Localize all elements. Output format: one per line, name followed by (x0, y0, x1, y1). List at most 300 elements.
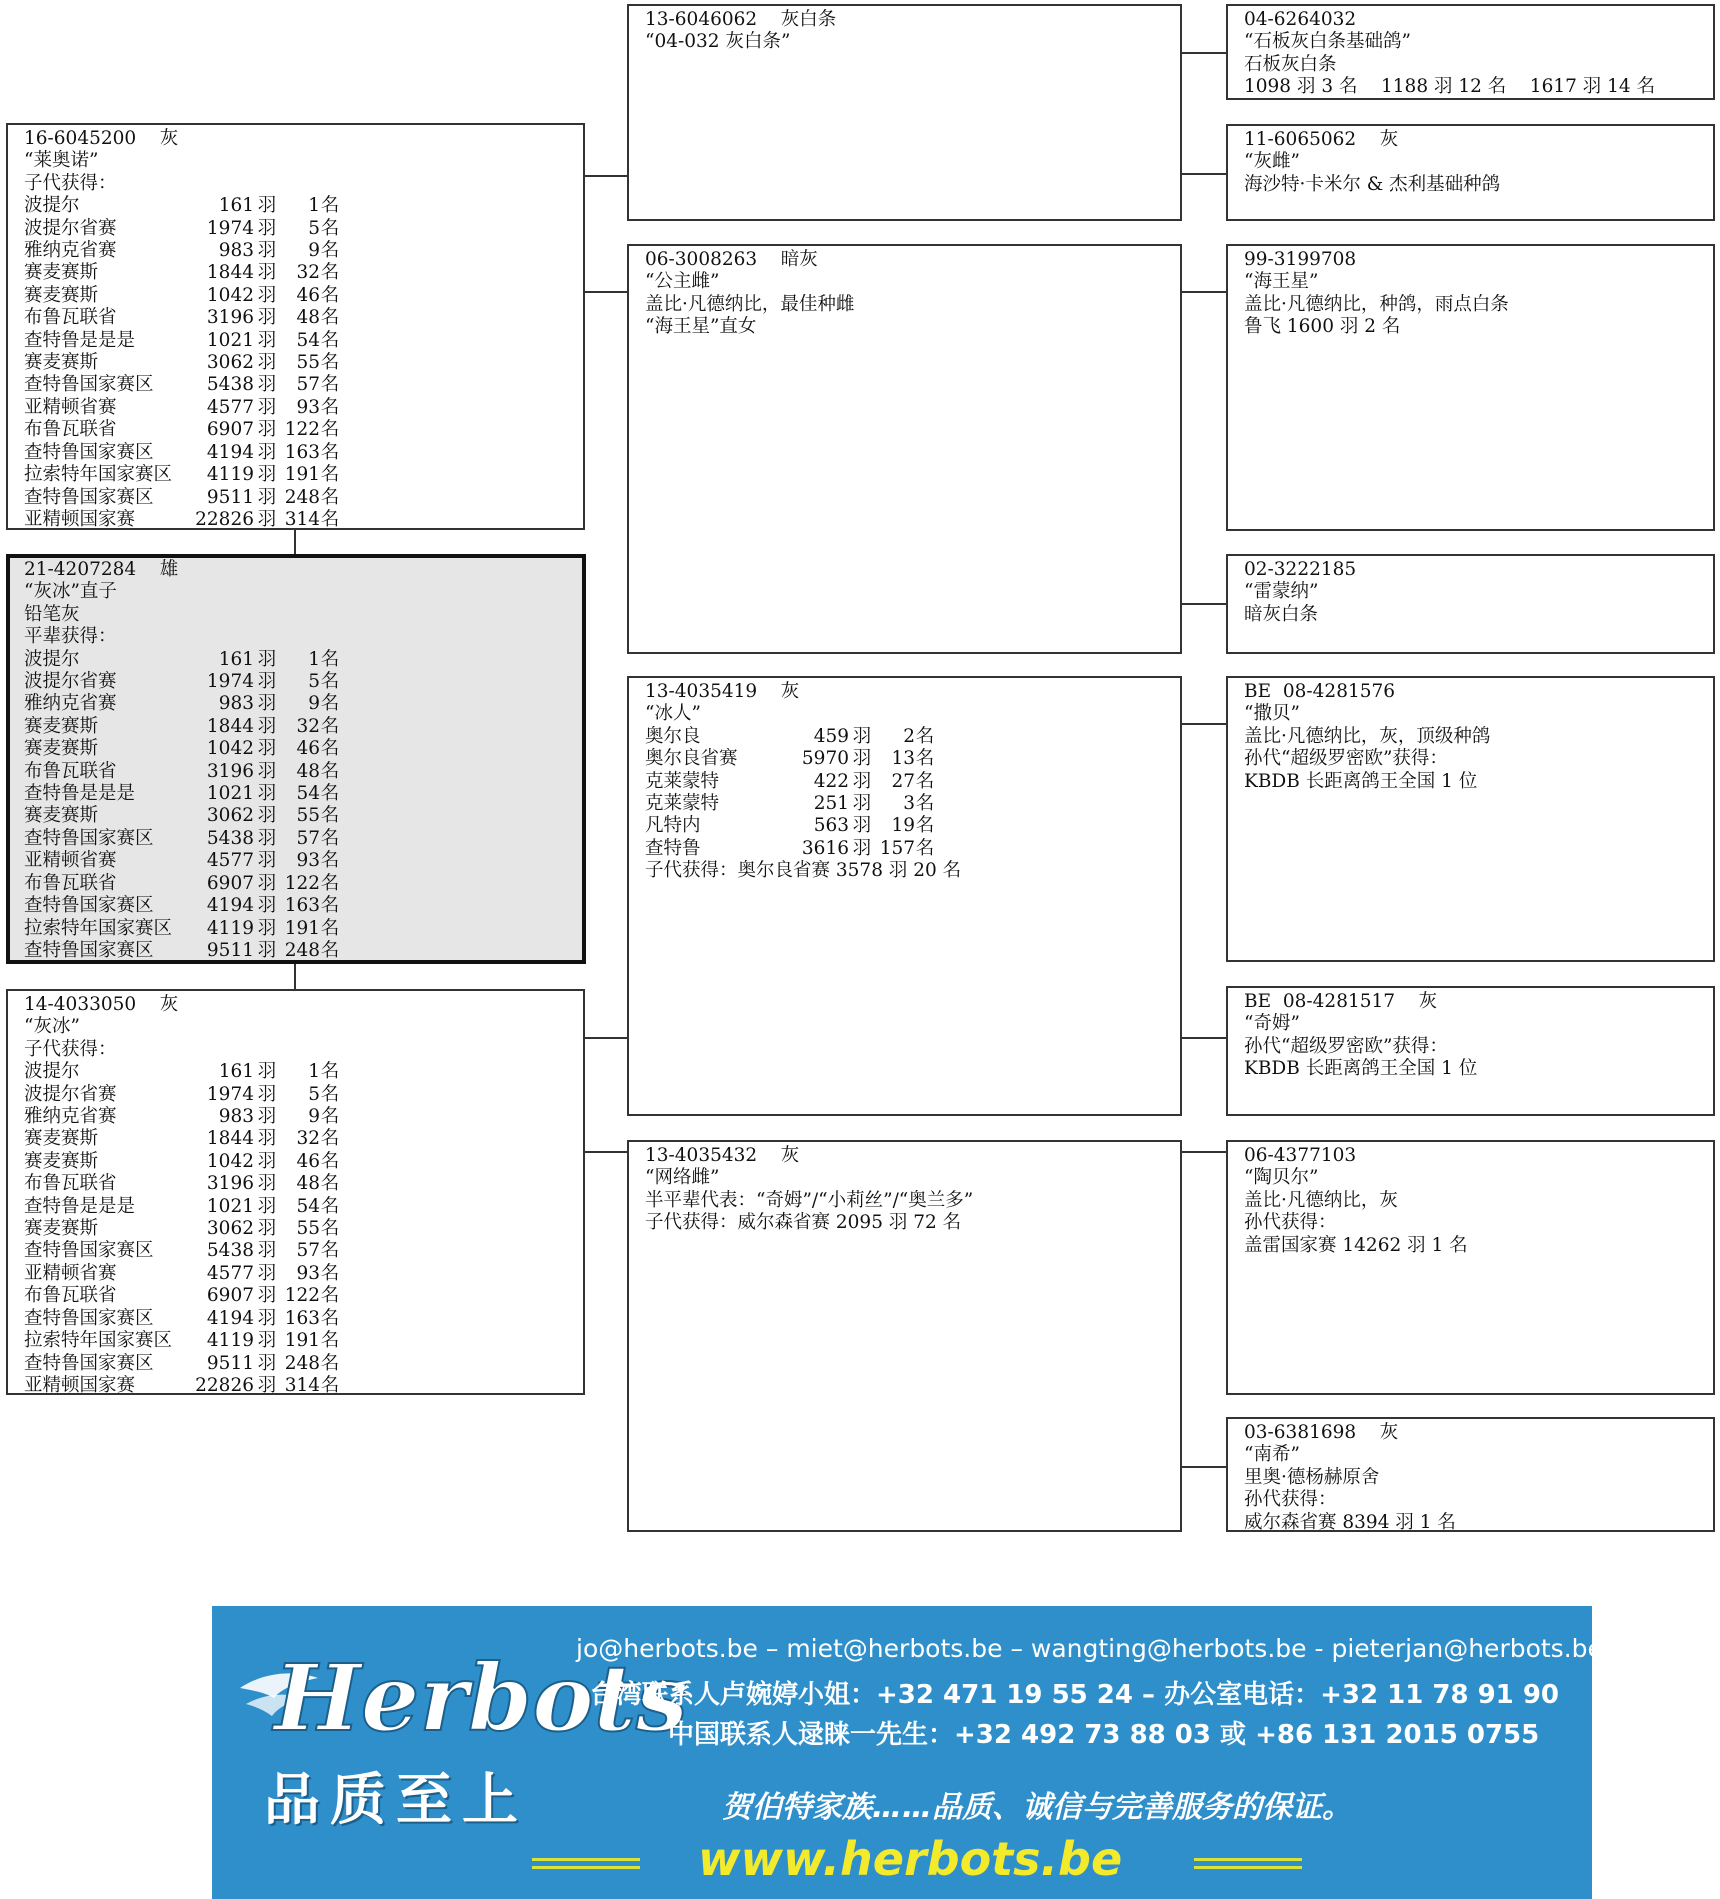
logo-wordmark: Herbots (274, 1644, 688, 1752)
unit-label: 羽 (257, 1262, 277, 1284)
result-row (24, 1084, 569, 1106)
dam-results-label: 子代获得： (24, 1038, 117, 1060)
unit-label: 羽 (257, 760, 277, 782)
unit-label: 羽 (257, 262, 277, 284)
place: 191 (284, 917, 320, 939)
subject-header: 21-4207284 雄 (24, 559, 179, 580)
gen3-5-line: 盖比·凡德纳比，灰，顶级种鸽 (1244, 725, 1491, 747)
gen3-5-line: KBDB 长距离鸽王全国 1 位 (1244, 770, 1478, 792)
gen2b-header: 06-3008263 暗灰 (645, 249, 818, 270)
race-name: 查特鲁是是是 (24, 1195, 136, 1217)
place-unit: 名 (320, 1061, 340, 1083)
place-unit: 名 (320, 805, 340, 827)
result-row (24, 1263, 569, 1285)
unit-label: 羽 (257, 939, 277, 961)
connector-sire-subject (294, 529, 296, 555)
unit-label: 羽 (257, 1218, 277, 1240)
gen2c-footer: 子代获得：奥尔良省赛 3578 羽 20 名 (645, 860, 962, 882)
place: 57 (296, 1240, 320, 1262)
place: 314 (284, 1374, 320, 1396)
divider-left (532, 1858, 640, 1869)
gen3-2-header: 11-6065062 灰 (1244, 129, 1399, 150)
place: 46 (296, 738, 320, 760)
gen3-8-line: 孙代获得： (1244, 1489, 1337, 1511)
place-unit: 名 (320, 693, 340, 715)
gen2-card-dam-dam (627, 1140, 1182, 1532)
result-row (645, 793, 1166, 815)
divider-right (1194, 1858, 1302, 1869)
result-row (24, 1218, 569, 1240)
gen3-5-name: “撒贝” (1244, 703, 1300, 725)
bird-count: 1844 (206, 1128, 254, 1150)
place-unit: 名 (320, 217, 340, 239)
race-name: 奥尔良省赛 (645, 748, 738, 770)
place-unit: 名 (320, 195, 340, 217)
gen3-6-name: “奇姆” (1244, 1013, 1300, 1035)
place: 191 (284, 1330, 320, 1352)
bird-count: 1974 (206, 1083, 254, 1105)
place-unit: 名 (320, 671, 340, 693)
gen2b-name: “公主雌” (645, 271, 720, 293)
bird-count: 4577 (206, 396, 254, 418)
unit-label: 羽 (257, 917, 277, 939)
race-name: 波提尔省赛 (24, 1083, 117, 1105)
race-name: 赛麦赛斯 (24, 352, 99, 374)
dam-name: “灰冰” (24, 1016, 80, 1038)
connector-dam-gen2d (584, 1151, 628, 1153)
result-row (24, 1375, 569, 1397)
gen3-6-header: BE 08-4281517 灰 (1244, 991, 1438, 1012)
place-unit: 名 (320, 262, 340, 284)
gen3-2-name: “灰雌” (1244, 151, 1300, 173)
place: 122 (284, 872, 320, 894)
place: 1 (308, 1061, 320, 1083)
unit-label: 羽 (257, 419, 277, 441)
race-name: 波提尔 (24, 1061, 80, 1083)
unit-label: 羽 (257, 1195, 277, 1217)
gen3-1-header: 04-6264032 (1244, 9, 1357, 30)
bird-count: 563 (813, 815, 849, 837)
place-unit: 名 (320, 1240, 340, 1262)
place-unit: 名 (320, 329, 340, 351)
result-row (24, 873, 568, 895)
bird-count: 1042 (206, 1150, 254, 1172)
place-unit: 名 (320, 284, 340, 306)
unit-label: 羽 (257, 872, 277, 894)
unit-label: 羽 (257, 1285, 277, 1307)
place: 163 (284, 1307, 320, 1329)
place-unit: 名 (320, 1106, 340, 1128)
subject-color: 铅笔灰 (24, 603, 80, 625)
race-name: 查特鲁国家赛区 (24, 374, 154, 396)
bird-count: 9511 (206, 1352, 254, 1374)
unit-label: 羽 (852, 837, 872, 859)
race-name: 布鲁瓦联省 (24, 1285, 117, 1307)
place: 93 (296, 850, 320, 872)
result-row (24, 828, 568, 850)
place: 55 (296, 805, 320, 827)
race-name: 波提尔省赛 (24, 217, 117, 239)
unit-label: 羽 (852, 815, 872, 837)
connector-gen2d-gen3g (1181, 1151, 1227, 1153)
gen3-8-line: 里奥·德杨赫原舍 (1244, 1466, 1380, 1488)
place-unit: 名 (320, 1262, 340, 1284)
place: 9 (308, 693, 320, 715)
race-name: 布鲁瓦联省 (24, 1173, 117, 1195)
place-unit: 名 (320, 352, 340, 374)
race-name: 亚精顿省赛 (24, 850, 117, 872)
place-unit: 名 (320, 1285, 340, 1307)
motto: 贺伯特家族……品质、诚信与完善服务的保证。 (722, 1790, 1352, 1825)
gen3-4-name: “雷蒙纳” (1244, 581, 1319, 603)
race-name: 赛麦赛斯 (24, 1128, 99, 1150)
gen3-7-line: 盖雷国家赛 14262 羽 1 名 (1244, 1234, 1468, 1256)
place-unit: 名 (320, 419, 340, 441)
bird-count: 3196 (206, 1173, 254, 1195)
race-name: 布鲁瓦联省 (24, 307, 117, 329)
unit-label: 羽 (257, 508, 277, 530)
connector-gen2c-gen3f (1181, 1037, 1227, 1039)
gen3-card-7 (1226, 1140, 1715, 1395)
bird-count: 422 (813, 770, 849, 792)
connector-gen2b-gen3d (1181, 603, 1227, 605)
race-name: 查特鲁国家赛区 (24, 939, 154, 961)
place: 9 (308, 240, 320, 262)
race-name: 赛麦赛斯 (24, 805, 99, 827)
sire-name: “莱奥诺” (24, 150, 99, 172)
place: 5 (308, 671, 320, 693)
sire-results-label: 子代获得： (24, 172, 117, 194)
unit-label: 羽 (257, 240, 277, 262)
place: 93 (296, 1262, 320, 1284)
sire-results (24, 195, 569, 531)
gen2d-line: 子代获得：威尔森省赛 2095 羽 72 名 (645, 1212, 962, 1234)
race-name: 查特鲁国家赛区 (24, 895, 154, 917)
bird-count: 1974 (206, 217, 254, 239)
result-row (24, 783, 568, 805)
race-name: 奥尔良 (645, 725, 701, 747)
result-row (645, 726, 1166, 748)
unit-label: 羽 (257, 827, 277, 849)
race-name: 赛麦赛斯 (24, 715, 99, 737)
unit-label: 羽 (257, 1240, 277, 1262)
place-unit: 名 (320, 464, 340, 486)
unit-label: 羽 (257, 1352, 277, 1374)
race-name: 查特鲁是是是 (24, 329, 136, 351)
place: 163 (284, 441, 320, 463)
place-unit: 名 (320, 827, 340, 849)
place: 5 (308, 1083, 320, 1105)
gen3-1-line: 石板灰白条 (1244, 53, 1337, 75)
result-row (24, 397, 569, 419)
race-name: 拉索特年国家赛区 (24, 1330, 173, 1352)
subject-name: “灰冰”直子 (24, 581, 117, 603)
gen2d-header: 13-4035432 灰 (645, 1145, 800, 1166)
place: 57 (296, 827, 320, 849)
unit-label: 羽 (257, 1330, 277, 1352)
result-row (24, 240, 569, 262)
result-row (24, 1240, 569, 1262)
race-name: 查特鲁国家赛区 (24, 1352, 154, 1374)
place: 57 (296, 374, 320, 396)
bird-count: 22826 (195, 508, 254, 530)
race-name: 布鲁瓦联省 (24, 419, 117, 441)
place-unit: 名 (320, 917, 340, 939)
result-row (24, 1128, 569, 1150)
place-unit: 名 (320, 374, 340, 396)
gen2c-name: “冰人” (645, 703, 701, 725)
result-row (24, 262, 569, 284)
gen3-5-header: BE 08-4281576 (1244, 681, 1396, 702)
result-row (24, 442, 569, 464)
place: 157 (879, 837, 915, 859)
bird-count: 3196 (206, 760, 254, 782)
race-name: 赛麦赛斯 (24, 1218, 99, 1240)
race-name: 亚精顿国家赛 (24, 508, 136, 530)
place: 48 (296, 1173, 320, 1195)
race-name: 亚精顿国家赛 (24, 1374, 136, 1396)
result-row (24, 1285, 569, 1307)
place: 122 (284, 1285, 320, 1307)
gen2b-line: 盖比·凡德纳比，最佳种雌 (645, 293, 855, 315)
place-unit: 名 (915, 748, 935, 770)
bird-count: 1844 (206, 715, 254, 737)
unit-label: 羽 (257, 1150, 277, 1172)
result-row (24, 805, 568, 827)
gen3-card-1 (1226, 4, 1715, 100)
bird-count: 4577 (206, 850, 254, 872)
place: 19 (891, 815, 915, 837)
bird-count: 983 (218, 240, 254, 262)
place: 5 (308, 217, 320, 239)
bird-count: 4577 (206, 1262, 254, 1284)
unit-label: 羽 (257, 307, 277, 329)
email-line: jo@herbots.be – miet@herbots.be – wangting@herbots.be - pieterjan@herbots.be (576, 1634, 1603, 1663)
place-unit: 名 (915, 815, 935, 837)
race-name: 克莱蒙特 (645, 770, 720, 792)
place-unit: 名 (320, 1173, 340, 1195)
bird-count: 5438 (206, 374, 254, 396)
place-unit: 名 (915, 793, 935, 815)
connector-gen2b-gen3c (1181, 291, 1227, 293)
race-name: 查特鲁国家赛区 (24, 1307, 154, 1329)
result-row (24, 693, 568, 715)
bird-count: 9511 (206, 939, 254, 961)
place-unit: 名 (320, 1150, 340, 1172)
gen3-1-line: 1098 羽 3 名 1188 羽 12 名 1617 羽 14 名 (1244, 76, 1656, 98)
bird-count: 4119 (206, 464, 254, 486)
unit-label: 羽 (257, 441, 277, 463)
place: 54 (296, 1195, 320, 1217)
result-row (645, 771, 1166, 793)
unit-label: 羽 (257, 1083, 277, 1105)
unit-label: 羽 (257, 738, 277, 760)
result-row (24, 1106, 569, 1128)
place: 122 (284, 419, 320, 441)
result-row (645, 748, 1166, 770)
place-unit: 名 (915, 770, 935, 792)
gen3-6-line: KBDB 长距离鸽王全国 1 位 (1244, 1058, 1478, 1080)
place-unit: 名 (320, 783, 340, 805)
bird-count: 4194 (206, 1307, 254, 1329)
gen2c-results (645, 726, 1166, 860)
bird-count: 6907 (206, 1285, 254, 1307)
race-name: 亚精顿省赛 (24, 396, 117, 418)
place: 248 (284, 486, 320, 508)
bird-count: 161 (218, 648, 254, 670)
place-unit: 名 (320, 508, 340, 530)
place-unit: 名 (320, 1195, 340, 1217)
race-name: 波提尔 (24, 648, 80, 670)
bird-count: 5438 (206, 827, 254, 849)
bird-count: 251 (813, 793, 849, 815)
gen2d-name: “网络雌” (645, 1167, 720, 1189)
gen3-8-header: 03-6381698 灰 (1244, 1422, 1399, 1443)
gen3-3-line: 盖比·凡德纳比，种鸽，雨点白条 (1244, 293, 1509, 315)
gen2a-line: “04-032 灰白条” (645, 31, 791, 53)
place: 32 (296, 262, 320, 284)
race-name: 波提尔 (24, 195, 80, 217)
result-row (24, 940, 568, 962)
result-row (24, 509, 569, 531)
race-name: 查特鲁国家赛区 (24, 827, 154, 849)
bird-count: 1021 (206, 1195, 254, 1217)
place: 2 (903, 725, 915, 747)
unit-label: 羽 (257, 693, 277, 715)
sire-card (6, 123, 585, 530)
place: 1 (308, 648, 320, 670)
race-name: 雅纳克省赛 (24, 240, 117, 262)
unit-label: 羽 (257, 1307, 277, 1329)
place: 54 (296, 783, 320, 805)
race-name: 雅纳克省赛 (24, 1106, 117, 1128)
place-unit: 名 (320, 240, 340, 262)
place: 314 (284, 508, 320, 530)
place-unit: 名 (320, 939, 340, 961)
unit-label: 羽 (257, 783, 277, 805)
result-row (24, 307, 569, 329)
unit-label: 羽 (257, 486, 277, 508)
place: 3 (903, 793, 915, 815)
result-row (24, 1173, 569, 1195)
gen3-4-header: 02-3222185 (1244, 559, 1357, 580)
dam-card (6, 989, 585, 1395)
gen3-5-line: 孙代“超级罗密欧”获得： (1244, 748, 1448, 770)
place-unit: 名 (320, 872, 340, 894)
connector-dam-gen2c (584, 1037, 628, 1039)
place-unit: 名 (320, 1330, 340, 1352)
place-unit: 名 (320, 1128, 340, 1150)
gen3-6-line: 孙代“超级罗密欧”获得： (1244, 1035, 1448, 1057)
race-name: 凡特内 (645, 815, 701, 837)
unit-label: 羽 (257, 895, 277, 917)
subject-card (6, 554, 586, 964)
race-name: 布鲁瓦联省 (24, 760, 117, 782)
gen3-card-4 (1226, 554, 1715, 654)
gen3-card-3 (1226, 244, 1715, 531)
unit-label: 羽 (257, 464, 277, 486)
connector-sire-gen2b (584, 291, 628, 293)
place-unit: 名 (320, 1307, 340, 1329)
race-name: 克莱蒙特 (645, 793, 720, 815)
unit-label: 羽 (257, 195, 277, 217)
gen3-1-name: “石板灰白条基础鸽” (1244, 31, 1411, 53)
place-unit: 名 (320, 760, 340, 782)
bird-count: 9511 (206, 486, 254, 508)
place: 46 (296, 284, 320, 306)
unit-label: 羽 (852, 793, 872, 815)
bird-count: 4119 (206, 917, 254, 939)
result-row (24, 1196, 569, 1218)
race-name: 查特鲁国家赛区 (24, 486, 154, 508)
place-unit: 名 (320, 396, 340, 418)
gen2-card-dam-sire (627, 676, 1182, 1116)
gen2d-line: 半平辈代表：“奇姆”/“小莉丝”/“奥兰多” (645, 1189, 974, 1211)
gen3-8-name: “南希” (1244, 1444, 1300, 1466)
place-unit: 名 (915, 725, 935, 747)
place-unit: 名 (320, 1352, 340, 1374)
bird-count: 459 (813, 725, 849, 747)
dam-header: 14-4033050 灰 (24, 994, 179, 1015)
result-row (24, 419, 569, 441)
result-row (645, 838, 1166, 860)
china-contact: 中国联系人逯睐一先生：+32 492 73 88 03 或 +86 131 2015 0755 (668, 1720, 1540, 1750)
gen3-3-header: 99-3199708 (1244, 249, 1357, 270)
place-unit: 名 (320, 1083, 340, 1105)
gen2c-header: 13-4035419 灰 (645, 681, 800, 702)
result-row (24, 330, 569, 352)
gen3-7-name: “陶贝尔” (1244, 1167, 1319, 1189)
bird-count: 22826 (195, 1374, 254, 1396)
bird-count: 6907 (206, 872, 254, 894)
unit-label: 羽 (257, 1173, 277, 1195)
connector-gen2d-gen3h (1181, 1466, 1227, 1468)
place: 55 (296, 1218, 320, 1240)
place-unit: 名 (320, 441, 340, 463)
place: 191 (284, 464, 320, 486)
taiwan-contact: 台湾联系人卢婉婷小姐：+32 471 19 55 24 – 办公室电话：+32 11 78 91 90 (590, 1680, 1559, 1710)
place-unit: 名 (320, 648, 340, 670)
bird-count: 1974 (206, 671, 254, 693)
unit-label: 羽 (257, 648, 277, 670)
result-row (24, 464, 569, 486)
result-row (24, 1151, 569, 1173)
slogan: 品质至上 (264, 1768, 528, 1833)
bird-count: 3062 (206, 352, 254, 374)
result-row (24, 374, 569, 396)
unit-label: 羽 (257, 1061, 277, 1083)
unit-label: 羽 (852, 748, 872, 770)
subject-results-label: 平辈获得： (24, 626, 117, 648)
race-name: 波提尔省赛 (24, 671, 117, 693)
race-name: 布鲁瓦联省 (24, 872, 117, 894)
website-link[interactable]: www.herbots.be (698, 1832, 1123, 1886)
result-row (24, 218, 569, 240)
race-name: 拉索特年国家赛区 (24, 917, 173, 939)
result-row (24, 918, 568, 940)
gen3-card-6 (1226, 986, 1715, 1116)
place-unit: 名 (320, 738, 340, 760)
bird-count: 3062 (206, 1218, 254, 1240)
bird-count: 3616 (801, 837, 849, 859)
unit-label: 羽 (257, 715, 277, 737)
result-row (645, 815, 1166, 837)
place: 163 (284, 895, 320, 917)
place-unit: 名 (320, 895, 340, 917)
gen3-card-2 (1226, 124, 1715, 221)
race-name: 亚精顿省赛 (24, 1262, 117, 1284)
unit-label: 羽 (257, 1374, 277, 1396)
